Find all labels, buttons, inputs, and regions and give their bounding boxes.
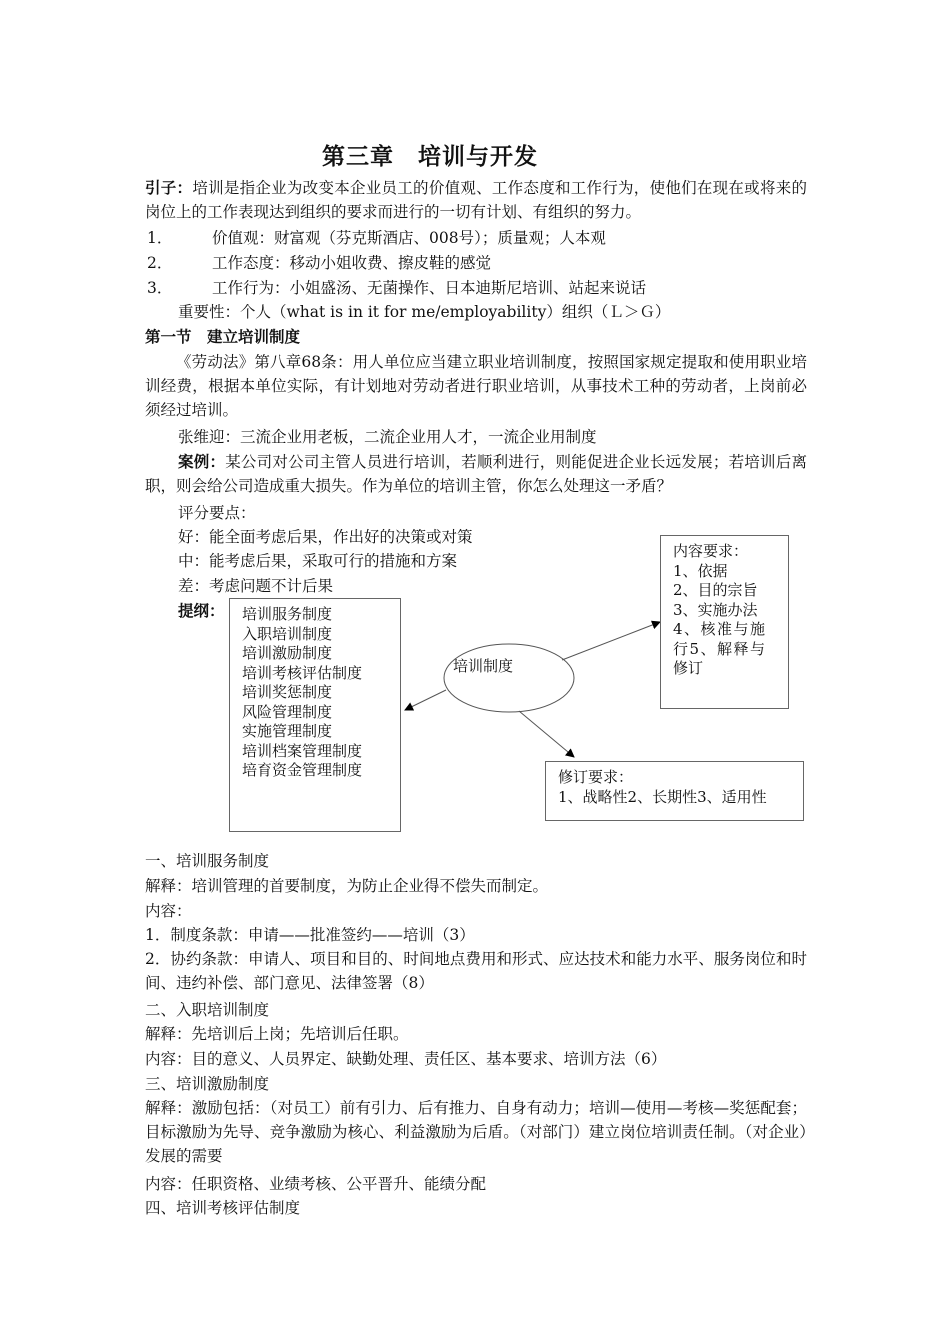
part3-explain: 解释：激励包括：（对员工）前有引力、后有推力、自身有动力；培训—使用—考核—奖惩配套；目标激励为先导、竞争激励为核心、利益激励为后盾。（对部门）建立岗位培训责任制。（对企业）发展的需要 [145, 1099, 807, 1165]
part1-item2: 2．协约条款：申请人、项目和目的、时间地点费用和形式、应达技术和能力水平、服务岗位和时间、违约补偿、部门意见、法律签署（8） [145, 950, 807, 992]
part2-heading: 二、入职培训制度 [145, 1001, 270, 1019]
outline-label: 提纲： [178, 601, 225, 620]
part3-content: 内容：任职资格、业绩考核、公平晋升、能绩分配 [145, 1175, 487, 1193]
list-item: 培训档案管理制度 [242, 741, 363, 760]
list-item: 培训奖惩制度 [242, 683, 333, 701]
section1-heading: 第一节 建立培训制度 [145, 327, 301, 346]
revise-req-line: 1、战略性2、长期性3、适用性 [558, 787, 767, 806]
scoring-mid: 中：能考虑后果，采取可行的措施和方案 [178, 552, 458, 570]
content-req-line: 3、实施办法 [673, 600, 758, 619]
intro-item-1: 价值观：财富观（芬克斯酒店、008号）；质量观；人本观 [212, 229, 606, 247]
law-paragraph: 《劳动法》第八章68条：用人单位应当建立职业培训制度，按照国家规定提取和使用职业培训经费，根据本单位实际，有计划地对劳动者进行职业培训，从事技术工种的劳动者，上岗前必须经过培训。 [145, 353, 807, 419]
list-item: 风险管理制度 [242, 702, 333, 721]
content-req-line: 行5、解释与 [673, 639, 767, 658]
scoring-bad: 差：考虑问题不计后果 [178, 577, 334, 595]
center-ellipse [444, 644, 574, 712]
arrow-to-content-req [562, 622, 660, 660]
intro-label: 引子： [145, 178, 193, 197]
content-req-line: 2、目的宗旨 [673, 581, 758, 599]
scoring-good: 好：能全面考虑后果，作出好的决策或对策 [178, 528, 473, 546]
part4-heading: 四、培训考核评估制度 [145, 1199, 301, 1217]
part1-explain: 解释：培训管理的首要制度，为防止企业得不偿失而制定。 [145, 877, 549, 895]
revise-req-line: 修订要求： [558, 768, 634, 786]
intro-item-3-num: 3． [147, 279, 173, 297]
intro-item-1-num: 1． [147, 229, 173, 247]
list-item: 培训服务制度 [242, 605, 333, 623]
arrow-to-revise-req [519, 711, 574, 757]
content-req-line: 1、依据 [673, 561, 728, 580]
intro-text: 培训是指企业为改变本企业员工的价值观、工作态度和工作行为，使他们在现在或将来的岗位上的工作表现达到组织的要求而进行的一切有计划、有组织的努力。 [145, 179, 807, 221]
part2-explain: 解释：先培训后上岗；先培训后任职。 [145, 1025, 409, 1043]
importance-line: 重要性：个人（what is in it for me/employability）组织（Ｌ＞Ｇ） [178, 303, 671, 321]
system-list-box [229, 598, 401, 832]
part3-heading: 三、培训激励制度 [145, 1075, 270, 1093]
page-title: 第三章 培训与开发 [322, 144, 538, 170]
intro-item-2-num: 2． [147, 254, 173, 272]
content-req-box [660, 535, 789, 709]
content-req-line: 4、核准与施 [673, 620, 767, 638]
center-label: 培训制度 [453, 657, 514, 675]
quote-line: 张维迎：三流企业用老板，二流企业用人才，一流企业用制度 [178, 428, 597, 446]
part1-content-label: 内容： [145, 902, 192, 920]
case-label: 案例： [178, 452, 226, 471]
part1-item1: 1．制度条款：申请——批准签约——培训（3） [145, 926, 475, 944]
list-item: 实施管理制度 [242, 722, 333, 740]
arrow-to-list [405, 690, 446, 710]
case-text: 某公司对公司主管人员进行培训，若顺利进行，则能促进企业长远发展；若培训后离职，则会给公司造成重大损失。作为单位的培训主管，你怎么处理这一矛盾？ [145, 453, 807, 495]
content-req-line: 修订 [673, 659, 704, 677]
part2-content: 内容：目的意义、人员界定、缺勤处理、责任区、基本要求、培训方法（6） [145, 1050, 667, 1068]
scoring-label: 评分要点： [178, 504, 256, 522]
list-item: 培训考核评估制度 [242, 663, 363, 682]
list-item: 入职培训制度 [242, 624, 333, 643]
part1-heading: 一、培训服务制度 [145, 852, 270, 870]
revise-req-box [545, 761, 804, 821]
list-item: 培育资金管理制度 [242, 761, 363, 779]
intro-item-2: 工作态度：移动小姐收费、擦皮鞋的感觉 [212, 254, 492, 272]
content-req-line: 内容要求： [673, 542, 749, 560]
intro-item-3: 工作行为：小姐盛汤、无菌操作、日本迪斯尼培训、站起来说话 [212, 279, 647, 297]
list-item: 培训激励制度 [242, 644, 333, 662]
